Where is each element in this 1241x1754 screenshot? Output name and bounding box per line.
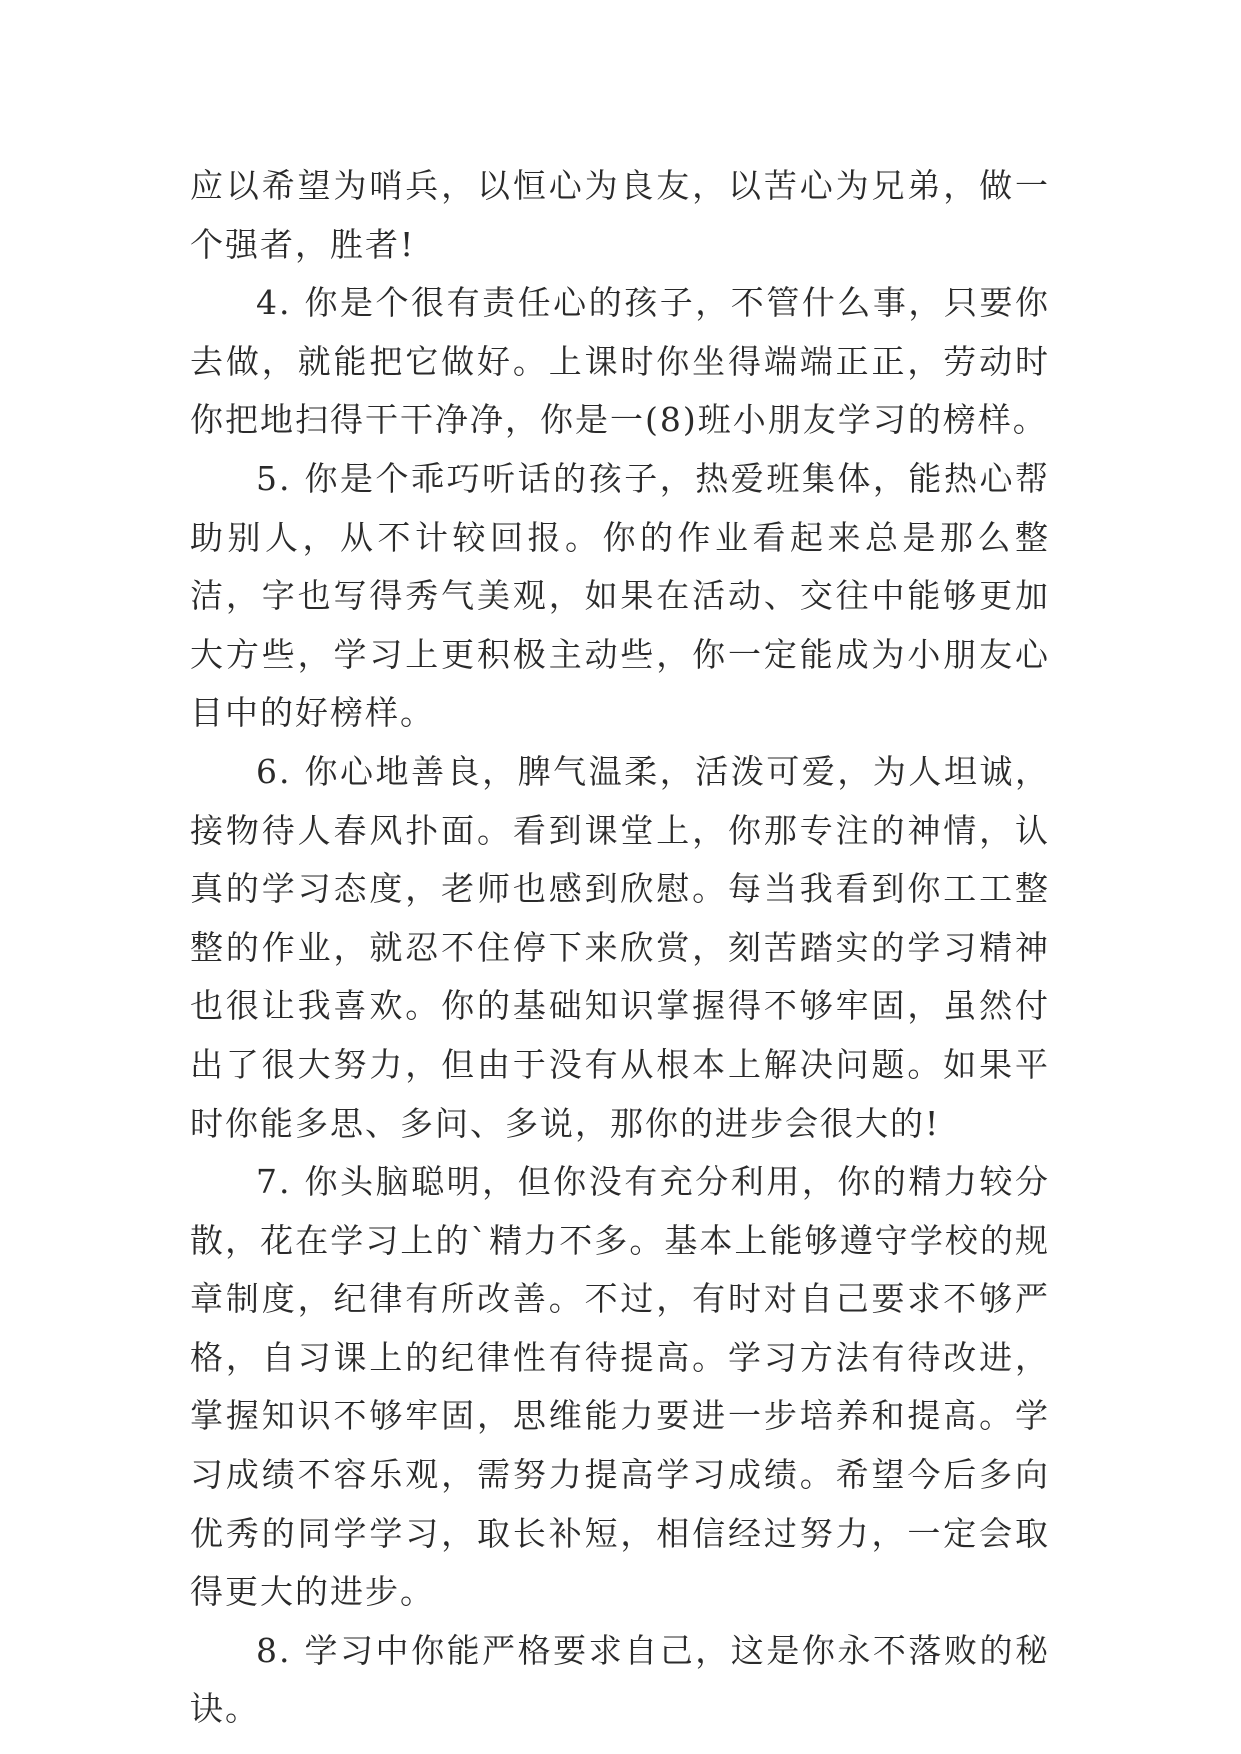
paragraph-item-8: 8. 学习中你能严格要求自己，这是你永不落败的秘诀。 [190,1630,1050,1729]
document-body [190,157,1050,1739]
paragraph-item-4: 4. 你是个很有责任心的孩子，不管什么事，只要你去做，就能把它做好。上课时你坐得端端正正，劳动时你把地扫得干干净净，你是一(8)班小朋友学习的榜样。 [190,283,1050,440]
paragraph-item-5: 5. 你是个乖巧听话的孩子，热爱班集体，能热心帮助别人，从不计较回报。你的作业看起来总是那么整洁，字也写得秀气美观，如果在活动、交往中能够更加大方些，学习上更积极主动些，你一定能成为小朋友心目中的好榜样。 [190,458,1050,733]
paragraph-item-6: 6. 你心地善良，脾气温柔，活泼可爱，为人坦诚，接物待人春风扑面。看到课堂上，你那专注的神情，认真的学习态度，老师也感到欣慰。每当我看到你工工整整的作业，就忍不住停下来欣赏，刻苦踏实的学习精神也很让我喜欢。你的基础知识掌握得不够牢固，虽然付出了很大努力，但由于没有从根本上解决问题。如果平时你能多思、多问、多说，那你的进步会很大的! [190,751,1050,1143]
paragraph-item-7: 7. 你头脑聪明，但你没有充分利用，你的精力较分散，花在学习上的`精力不多。基本上能够遵守学校的规章制度，纪律有所改善。不过，有时对自己要求不够严格，自习课上的纪律性有待提高。学习方法有待改进，掌握知识不够牢固，思维能力要进一步培养和提高。学习成绩不容乐观，需努力提高学习成绩。希望今后多向优秀的同学学习，取长补短，相信经过努力，一定会取得更大的进步。 [190,1162,1050,1612]
paragraph-continuation: 应以希望为哨兵，以恒心为良友，以苦心为兄弟，做一个强者，胜者! [190,166,1050,264]
